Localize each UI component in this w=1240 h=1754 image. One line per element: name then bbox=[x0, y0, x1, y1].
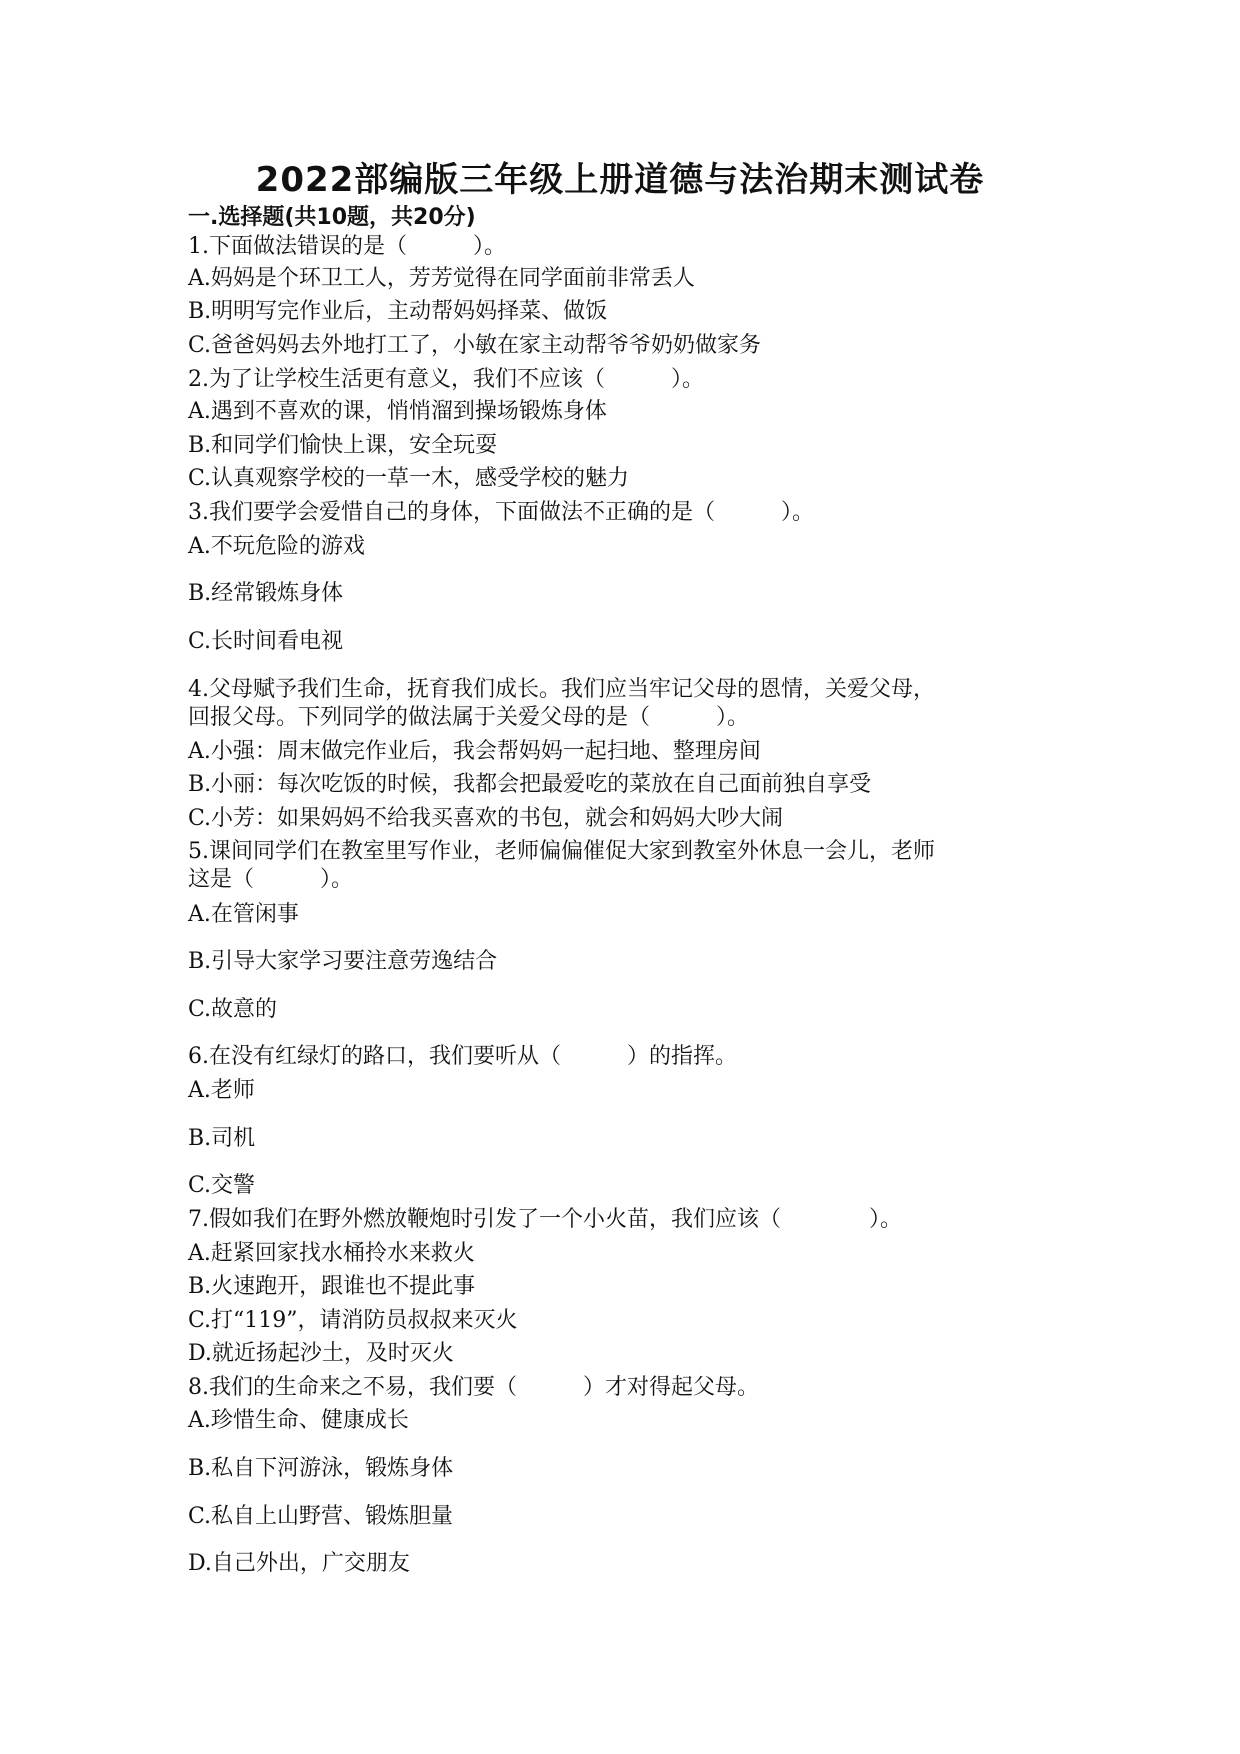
option-8a: A.珍惜生命、健康成长 bbox=[188, 1408, 409, 1433]
page-title: 2022部编版三年级上册道德与法治期末测试卷 bbox=[255, 160, 985, 200]
option-1c: C.爸爸妈妈去外地打工了，小敏在家主动帮爷爷奶奶做家务 bbox=[188, 333, 762, 358]
option-5b: B.引导大家学习要注意劳逸结合 bbox=[188, 949, 498, 974]
option-3b: B.经常锻炼身体 bbox=[188, 581, 344, 606]
question-5-line1: 5.课间同学们在教室里写作业，老师偏偏催促大家到教室外休息一会儿，老师 bbox=[188, 839, 935, 864]
option-8b: B.私自下河游泳，锻炼身体 bbox=[188, 1456, 454, 1481]
option-5c: C.故意的 bbox=[188, 997, 278, 1022]
question-4-line1: 4.父母赋予我们生命，抚育我们成长。我们应当牢记父母的恩情，关爱父母， bbox=[188, 677, 935, 702]
option-6a: A.老师 bbox=[188, 1078, 255, 1103]
section-heading: 一.选择题(共10题，共20分) bbox=[188, 205, 476, 230]
question-5-line2: 这是（ ）。 bbox=[188, 867, 354, 892]
question-6: 6.在没有红绿灯的路口，我们要听从（ ）的指挥。 bbox=[188, 1044, 737, 1069]
option-5a: A.在管闲事 bbox=[188, 902, 299, 927]
option-2c: C.认真观察学校的一草一木，感受学校的魅力 bbox=[188, 466, 630, 491]
question-3: 3.我们要学会爱惜自己的身体，下面做法不正确的是（ ）。 bbox=[188, 500, 814, 525]
option-4a: A.小强：周末做完作业后，我会帮妈妈一起扫地、整理房间 bbox=[188, 739, 761, 764]
option-3a: A.不玩危险的游戏 bbox=[188, 534, 365, 559]
question-8: 8.我们的生命来之不易，我们要（ ）才对得起父母。 bbox=[188, 1375, 759, 1400]
option-7d: D.就近扬起沙土，及时灭火 bbox=[188, 1341, 454, 1366]
option-8d: D.自己外出，广交朋友 bbox=[188, 1551, 410, 1576]
option-1b: B.明明写完作业后，主动帮妈妈择菜、做饭 bbox=[188, 299, 608, 324]
option-1a: A.妈妈是个环卫工人，芳芳觉得在同学面前非常丢人 bbox=[188, 266, 695, 291]
option-6b: B.司机 bbox=[188, 1126, 256, 1151]
question-4-line2: 回报父母。下列同学的做法属于关爱父母的是（ ）。 bbox=[188, 705, 750, 730]
question-7: 7.假如我们在野外燃放鞭炮时引发了一个小火苗，我们应该（ ）。 bbox=[188, 1207, 902, 1232]
option-4c: C.小芳：如果妈妈不给我买喜欢的书包，就会和妈妈大吵大闹 bbox=[188, 806, 784, 831]
option-4b: B.小丽：每次吃饭的时候，我都会把最爱吃的菜放在自己面前独自享受 bbox=[188, 772, 872, 797]
option-7b: B.火速跑开，跟谁也不提此事 bbox=[188, 1274, 476, 1299]
option-7a: A.赶紧回家找水桶拎水来救火 bbox=[188, 1241, 475, 1266]
question-1: 1.下面做法错误的是（ ）。 bbox=[188, 234, 506, 259]
option-7c: C.打“119”，请消防员叔叔来灭火 bbox=[188, 1308, 518, 1333]
option-2a: A.遇到不喜欢的课，悄悄溜到操场锻炼身体 bbox=[188, 399, 607, 424]
option-6c: C.交警 bbox=[188, 1173, 256, 1198]
option-8c: C.私自上山野营、锻炼胆量 bbox=[188, 1504, 454, 1529]
option-2b: B.和同学们愉快上课，安全玩耍 bbox=[188, 433, 498, 458]
question-2: 2.为了让学校生活更有意义，我们不应该（ ）。 bbox=[188, 367, 704, 392]
option-3c: C.长时间看电视 bbox=[188, 629, 344, 654]
